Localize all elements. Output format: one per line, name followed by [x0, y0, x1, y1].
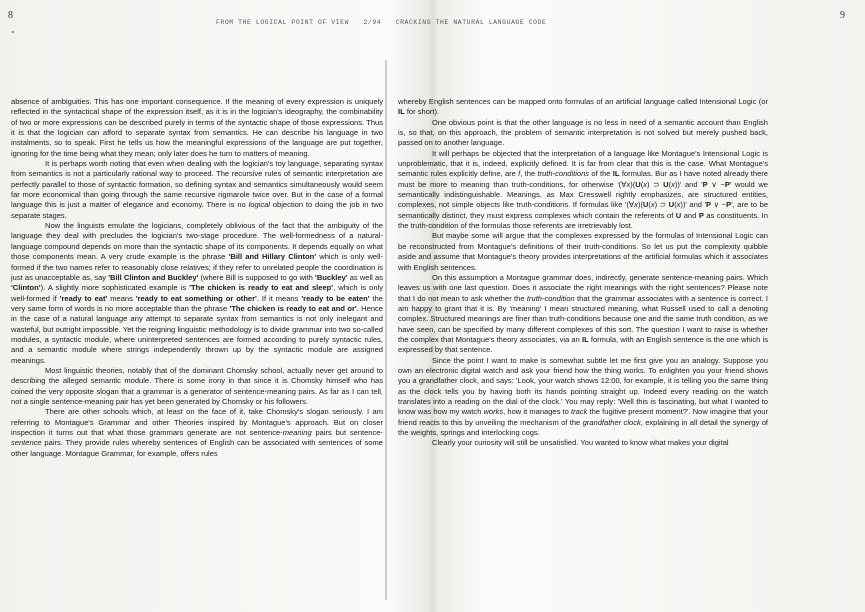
paragraph: absence of ambiguities. This has one important consequence. If the meaning of every expression is uniquely reflected in the syntactical shape of the expression itself, as it is in the logician's ideography, the combinability of two or more expressions can be described purely in terms of the syntactic shape of those expressions. Thus it is that the logician can afford to separate syntax from semantics. He can describe his language in two instalments, so to speak. First he tells us how the meaningful expressions of the language are put together, ignoring for the time being what they mean; only later does he turn to matters of meaning. — [11, 97, 383, 158]
left-page-body — [11, 97, 383, 459]
right-page-body — [398, 97, 768, 449]
right-page-number: 9 — [840, 10, 845, 21]
left-page-number: 8 — [8, 10, 13, 21]
paragraph: It is perhaps worth noting that even when dealing with the logician's toy language, separating syntax from semantics is not a particularly rational way to proceed. The recursive rules of semantic interpretation are perfectly parallel to those of syntactic formation, so defining syntax and semantics simultaneously would seem far more economical than going through the same recursive rigmarole twice over. But in the case of a formal language this is just a matter of elegance and economy. There is no logical objection to doing the job in two separate stages. — [11, 159, 383, 220]
paragraph: whereby English sentences can be mapped onto formulas of an artificial language called Intensional Logic (or IL for short). — [398, 97, 768, 117]
paragraph: There are other schools which, at least on the face of it, take Chomsky's slogan seriously. I am referring to Montague's Grammar and other Theories inspired by Montague's approach. But on closer inspection it turns out that what those grammars generate are not sentence-meaning pairs but sentence-sentence pairs. They provide rules whereby sentences of English can be associated with sentences of some other language. Montague Grammar, for example, offers rules — [11, 407, 383, 458]
book-gutter — [385, 60, 387, 600]
paragraph: On this assumption a Montague grammar does, indirectly, generate sentence-meaning pairs. Which leaves us with one last question. Does it associate the right meanings with the right sentences? Please note that I do not mean to ask whether the truth-condition that the grammar associates with a sentence is correct. I am happy to grant that it is. By 'meaning' I mean structured meaning, what Russell used to call a denoting complex. Structured meanings are finer than truth-conditions because one and the same truth condition, as we have seen, can be specified by many different complexes of this sort. The question I want to raise is whether the complex that Montague's theory associates, via an IL formula, with an English sentence is the one which is expressed by that sentence. — [398, 272, 768, 355]
header-left-title: FROM THE LOGICAL POINT OF VIEW — [216, 19, 350, 26]
paragraph: But maybe some will argue that the complexes expressed by the formulas of Intensional Logic can be reconstructed from Montague's definitions of their truth-conditions. So let us put the complexity quibble aside and assume that Montague's theory provides interpretations of the artificial formulas which it associates with English sentences. — [398, 231, 768, 272]
paragraph: Clearly your curiosity will still be unsatisfied. You wanted to know what makes your digital — [432, 438, 729, 448]
header-right-title: CRACKING THE NATURAL LANGUAGE CODE — [395, 19, 547, 26]
paragraph: One obvious point is that the other language is no less in need of a semantic account than English is, so that, on this approach, the problem of semantic interpretation is not solved but merely pushed back, passed on to another language. — [398, 117, 768, 148]
paragraph: It will perhaps be objected that the interpretation of a language like Montague's Intensional Logic is unproblematic, that it is, indeed, explicitly defined. It is far from clear that this is the case. What Montague's semantic rules explicitly define, are f, the truth-conditions of the IL formulas. Bur as I have noted already there must be more to meaning than truth-conditions, for otherwise '(∀x)(U(x) ⊃ U(x))' and 'P ∨ ~P' would we semantically indistinguishable. Meanings, as Max Cresswell rightly emphasizes, are structured entities, complexes, not simple objects like truth-conditions. If formulas like '(∀x)(U(x) ⊃ U(x))' and 'P ∨ ~P', are to be semantically distinct, they must express complexes which contain the referents of U and P as constituents. In the truth-condition of the formulas those referents are irretrievably lost. — [398, 148, 769, 231]
running-header — [216, 19, 556, 26]
paragraph: Most linguistic theories, notably that of the dominant Chomsky school, actually never get around to describing the alleged semantic module. There is some irony in that since it is Chomsky himself who has coined the very opposite slogan that a grammar is a generator of sentence-meaning pairs. As far as I can tell, not a single sentence-meaning pair has yet been generated by Chomsky or his followers. — [11, 365, 383, 406]
paragraph: Now the linguists emulate the logicians, completely oblivious of the fact that the ambiguity of the language they deal with precludes the logician's two-stage procedure. The well-formedness of a natural-language compound depends on more than the syntactic shape of its components. It depends equally on what those components mean. A very crude example is the phrase 'Bill and Hillary Clinton' which is only well-formed if the two names refer to reasonably close relatives; if they refer to unrelated people the coordination is just as unacceptable as, say 'Bill Clinton and Buckley' (where Bill is supposed to go with 'Buckley' as well as 'Clinton'). A slightly more sophisticated example is 'The chicken is ready to eat and sleep', which is only well-formed if 'ready to eat' means 'ready to eat something or other'. If it means 'ready to be eaten' the very same form of words is no more acceptable than the phrase 'The chicken is ready to eat and or'. Hence in the case of a natural language any attempt to separate syntax from semantics is not only inelegant and wasteful, but outright impossible. Yet the reigning linguistic methodology is to divide grammar into two so-called modules, a syntactic module, where uninterpreted sentences are formed according to purely syntactic rules, and a semantic module where strings independently thrown up by the syntactic module are assigned meanings. — [11, 221, 383, 365]
header-issue: 2/94 — [363, 19, 382, 26]
scan-speck — [12, 31, 14, 33]
paragraph: Since the point I want to make is somewhat subtle let me first give you an analogy. Suppose you own an electronic digital watch and ask your friend how the thing works. To enlighten you your friend shows you a grandfather clock, and says: 'Look, your watch shows 12:00, for example, it is telling you the same thing as the clock tells you by having both its hands pointing straight up. Indeed every reading on the watch translates into a reading on the dial of the clock.' You may reply: 'Well this is fascinating, but what I wanted to know was how my watch works, how it manages to track the fugitive present moment?'. Now imagine that your friend reacts to this by unveiling the mechanism of the grandfather clock, explaining in all detail the synergy of the weights, springs and interlocking cogs. — [398, 355, 768, 437]
